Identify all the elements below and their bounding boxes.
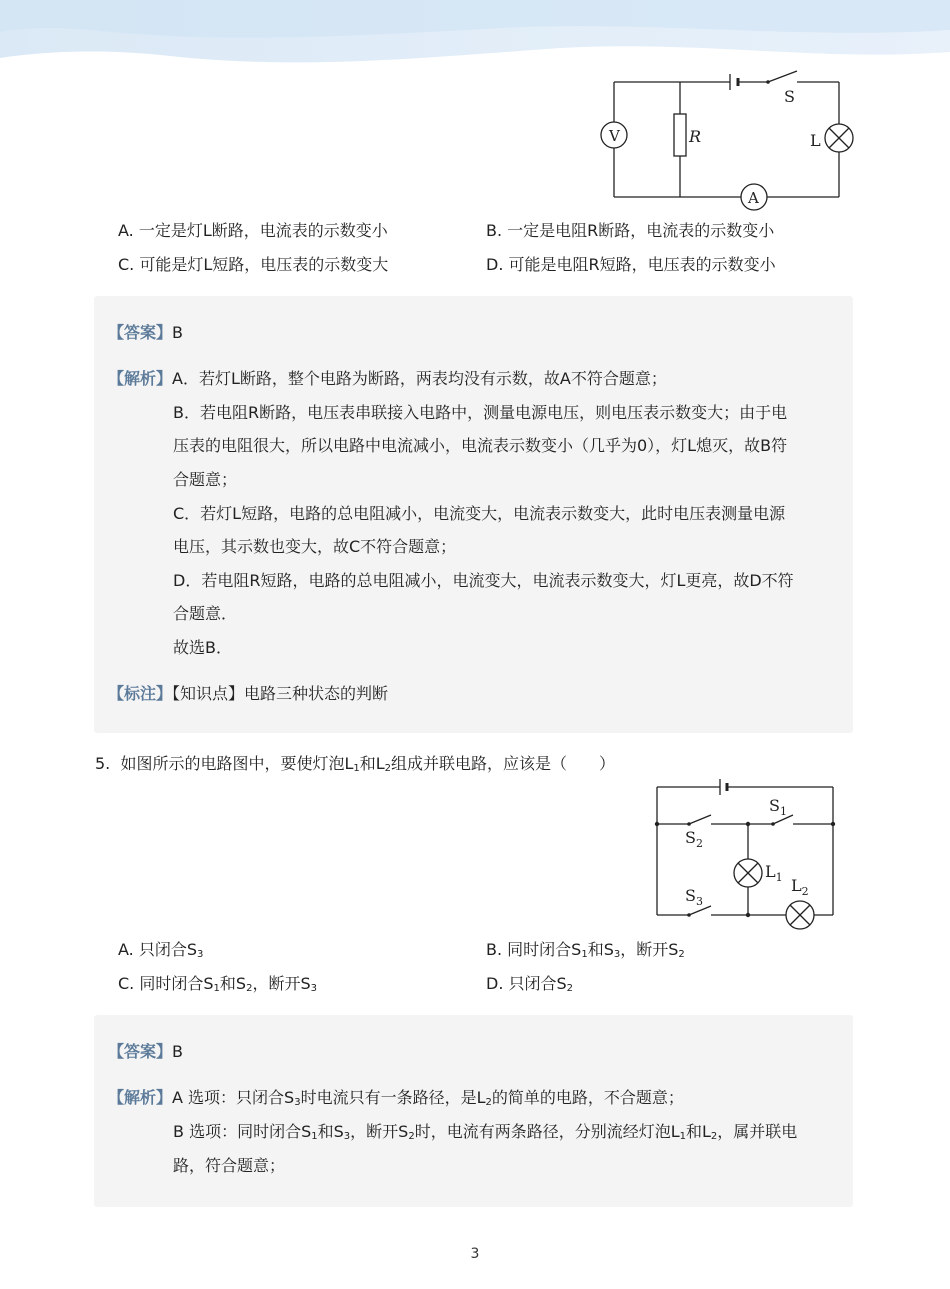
q5-option-d [486,971,573,994]
q5-stem-sub: 1 [353,763,360,774]
option-sub: 1 [581,949,588,960]
ammeter-label: A [748,189,759,207]
voltmeter-label: V [609,127,620,145]
analysis-sub: 1 [311,1131,318,1142]
analysis-line: 合题意． [173,604,238,623]
q4-label-resistor: R [689,127,702,146]
option-text: D. 只闭合S [486,974,567,993]
option-sub: 2 [678,949,685,960]
q4-option-c: C. 可能是灯L短路，电压表的示数变大 [118,255,389,274]
option-sub: 2 [246,983,253,994]
q5-answer-row [108,1039,183,1062]
note-text: 【知识点】电路三种状态的判断 [172,684,389,703]
q4-circuit-diagram [596,62,866,212]
analysis-tag: 【解析】 [108,369,173,388]
answer-value: B [172,323,183,342]
option-sub: 3 [310,983,317,994]
analysis-text: B 选项：同时闭合S [173,1122,312,1141]
analysis-sub: 3 [343,1131,351,1142]
analysis-line: D．若电阻R短路，电路的总电阻减小，电流变大，电流表示数变大，灯L更亮，故D不符 [173,571,794,590]
note-tag: 【标注】 [108,684,173,703]
analysis-sub: 2 [408,1131,415,1142]
analysis-text: 时，电流有两条路径，分别流经灯泡L [414,1122,680,1141]
q5-label-l1-sub: 1 [775,871,783,884]
answer-tag: 【答案】 [108,323,173,342]
analysis-text: A 选项：只闭合S [172,1088,295,1107]
q5-label-s1: S [769,796,780,815]
q4-analysis-row [108,366,667,389]
analysis-sub: 2 [710,1131,718,1142]
analysis-text: ，属并联电 [717,1122,798,1141]
q5-label-s2: S [685,828,696,847]
q5-stem-sub: 2 [384,763,392,774]
option-text: 和S [219,974,247,993]
q5-label-s1-sub: 1 [779,805,787,818]
q5-label-s3: S [685,886,696,905]
analysis-text: 和L [686,1122,711,1141]
option-sub: 3 [197,949,204,960]
svg-text:L1 [765,862,783,884]
q5-stem-text: 和L [359,754,385,773]
analysis-line: 电压，其示数也变大，故C不符合题意； [173,537,457,556]
q5-label-l2: L [791,876,802,895]
q4-answer-row [108,320,183,343]
analysis-sub: 1 [679,1131,686,1142]
q4-option-a: A. 一定是灯L断路，电流表的示数变小 [118,221,388,240]
svg-text:L2 [791,876,809,898]
option-text: A. 只闭合S [118,940,197,959]
q5-option-a [118,937,203,960]
analysis-line: 压表的电阻很大，所以电路中电流减小，电流表示数变小（几乎为0），灯L熄灭，故B符 [173,436,788,455]
svg-text:S2 [685,828,703,850]
q4-answer-panel [94,296,853,733]
option-text: B. 同时闭合S [486,940,582,959]
analysis-text: 时电流只有一条路径，是L [300,1088,486,1107]
q5-circuit-diagram [645,775,845,935]
analysis-text: 的简单的电路，不合题意； [491,1088,684,1107]
analysis-tag: 【解析】 [108,1088,173,1107]
q5-label-l1: L [765,862,776,881]
q5-option-c [118,971,317,994]
analysis-sub: 2 [485,1097,492,1108]
q5-stem-text: 组成并联电路，应该是（ ） [391,754,616,773]
analysis-line: 路，符合题意； [173,1156,286,1175]
answer-tag: 【答案】 [108,1042,173,1061]
option-text: 和S [587,940,614,959]
analysis-line: A．若灯L断路，整个电路为断路，两表均没有示数，故A不符合题意； [172,369,667,388]
option-text: C. 同时闭合S [118,974,214,993]
option-sub: 3 [613,949,621,960]
svg-text:S1 [769,796,787,818]
option-sub: 2 [566,983,574,994]
analysis-text: ，断开S [350,1122,409,1141]
option-text: ，断开S [620,940,679,959]
q5-answer-panel [94,1015,853,1207]
answer-value: B [172,1042,183,1061]
q5-analysis-row [108,1085,684,1108]
q5-label-s2-sub: 2 [695,837,703,850]
analysis-line: B．若电阻R断路，电压表串联接入电路中，测量电源电压，则电压表示数变大；由于电 [173,403,788,422]
q5-stem [95,751,615,774]
analysis-text: 和S [317,1122,344,1141]
q4-label-switch: S [784,87,795,106]
svg-text:S3 [685,886,703,908]
q4-option-b: B. 一定是电阻R断路，电流表的示数变小 [486,221,775,240]
page-number: 3 [470,1246,480,1262]
q5-stem-text: 如图所示的电路图中，要使灯泡L [120,754,354,773]
analysis-sub: 3 [294,1097,301,1108]
q4-label-lamp: L [810,131,821,150]
question-number: 5. [95,754,111,773]
option-text: ，断开S [252,974,311,993]
analysis-line: C．若灯L短路，电路的总电阻减小，电流变大，电流表示数变大，此时电压表测量电源 [173,504,786,523]
analysis-line: 合题意； [173,470,238,489]
q5-label-l2-sub: 2 [801,885,809,898]
q4-note-row [108,681,388,704]
analysis-line: 故选B． [173,638,232,657]
analysis-line [173,1119,797,1142]
header-wave-decoration [0,0,950,70]
option-sub: 1 [213,983,220,994]
q5-option-b [486,937,685,960]
q5-label-s3-sub: 3 [695,895,703,908]
q4-option-d: D. 可能是电阻R短路，电压表的示数变小 [486,255,776,274]
